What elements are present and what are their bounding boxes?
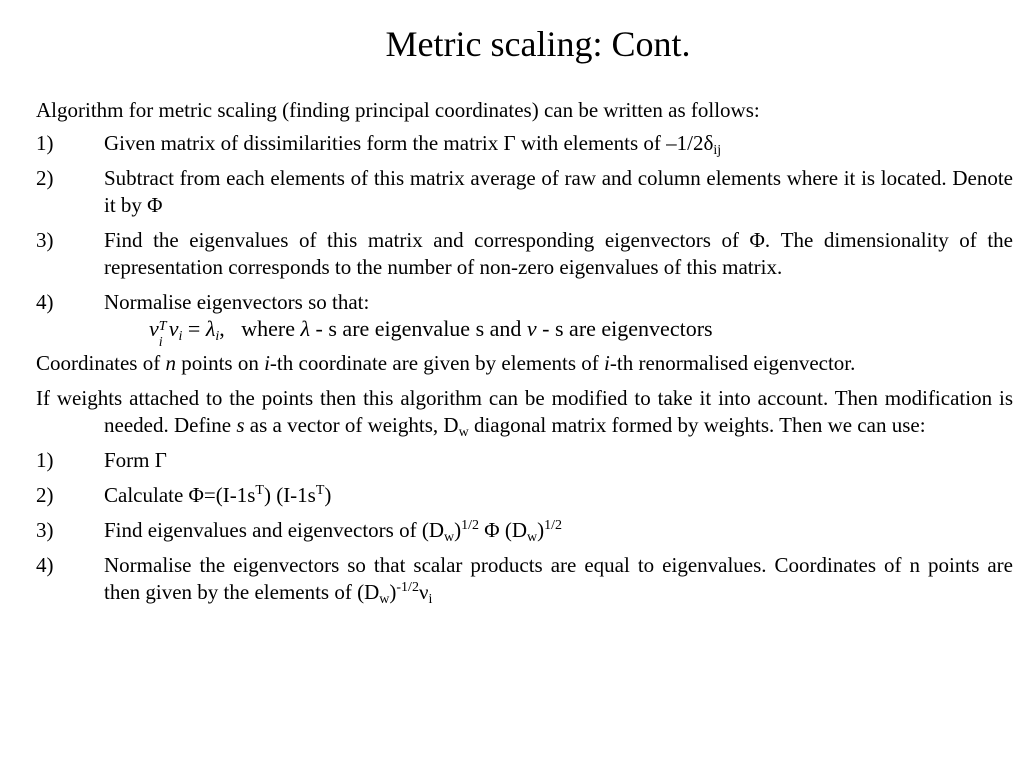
weights-paragraph bbox=[36, 385, 1013, 439]
step-text-3: ) bbox=[324, 483, 332, 507]
step-number: 1) bbox=[36, 448, 54, 472]
slide-title: Metric scaling: Cont. bbox=[385, 24, 691, 64]
formula-transpose: T bbox=[158, 319, 167, 334]
step-number: 2) bbox=[36, 483, 54, 507]
step-text: Normalise the eigenvectors so that scalar products are equal to eigenvalues. Coordinates of n points are then given by the elements of (D bbox=[104, 553, 1013, 604]
weights-w-subscript: w bbox=[458, 425, 469, 440]
formula-index: i bbox=[158, 335, 163, 350]
formula-sup-sub bbox=[158, 319, 169, 350]
transpose-sup-2: T bbox=[315, 483, 325, 498]
step-number: 3) bbox=[36, 518, 54, 542]
step-text: Calculate Φ=(I-1s bbox=[104, 483, 256, 507]
weights-text-2: as a vector of weights, D bbox=[249, 413, 459, 437]
coords-i-1: i bbox=[264, 351, 270, 375]
step-text-2: ) bbox=[454, 518, 462, 542]
step-a-4 bbox=[36, 289, 1013, 316]
formula-where: where bbox=[241, 316, 296, 341]
step-number: 3) bbox=[36, 228, 54, 252]
step-text-2: ) bbox=[389, 580, 397, 604]
coordinates-paragraph bbox=[36, 350, 1013, 377]
power-sup: -1/2 bbox=[396, 580, 419, 595]
formula-lambda-2: λ bbox=[300, 316, 311, 341]
i-subscript: i bbox=[428, 592, 433, 607]
step-text: Given matrix of dissimilarities form the matrix Γ with elements of –1/2δ bbox=[104, 131, 714, 155]
nu-symbol: ν bbox=[418, 580, 429, 604]
step-b-3 bbox=[36, 517, 1013, 544]
w-subscript-2: w bbox=[527, 530, 538, 545]
step-text: Normalise eigenvectors so that: bbox=[104, 290, 370, 314]
step-number: 2) bbox=[36, 166, 54, 190]
step-text: Form Γ bbox=[104, 448, 167, 472]
coords-text-2: points on bbox=[181, 351, 259, 375]
power-sup: 1/2 bbox=[461, 518, 479, 533]
formula-equals: = bbox=[187, 316, 201, 341]
coords-i-2: i bbox=[604, 351, 610, 375]
formula-end: - s are eigenvectors bbox=[542, 316, 713, 341]
formula-index-2: i bbox=[178, 329, 183, 344]
slide-body bbox=[36, 97, 1013, 614]
formula-nu: ν bbox=[149, 316, 159, 341]
step-a-3 bbox=[36, 227, 1013, 281]
step-a-2 bbox=[36, 165, 1013, 219]
formula-nu-2: ν bbox=[168, 316, 179, 341]
coords-n: n bbox=[165, 351, 176, 375]
weights-s: s bbox=[236, 413, 245, 437]
transpose-sup: T bbox=[255, 483, 264, 498]
step-text: Subtract from each elements of this matrix average of raw and column elements where it is located. Denote it by Φ bbox=[104, 166, 1013, 217]
step-text: Find the eigenvalues of this matrix and corresponding eigenvectors of Φ. The dimensionality of the representation corresponds to the number of non-zero eigenvalues of this matrix. bbox=[104, 228, 1013, 279]
step-b-4 bbox=[36, 552, 1013, 606]
step-text-2: ) (I-1s bbox=[263, 483, 316, 507]
power-sup-2: 1/2 bbox=[544, 518, 563, 533]
w-subscript: w bbox=[379, 592, 390, 607]
step-subscript: ij bbox=[713, 143, 722, 158]
normalisation-formula bbox=[36, 316, 1013, 350]
step-a-1 bbox=[36, 130, 1013, 157]
formula-nu-3: ν bbox=[526, 316, 537, 341]
coords-text-1: Coordinates of bbox=[36, 351, 161, 375]
formula-lambda: λ bbox=[205, 316, 216, 341]
step-number: 4) bbox=[36, 553, 54, 577]
formula-index-3: i bbox=[215, 329, 220, 344]
step-text-3: Φ (D bbox=[479, 518, 528, 542]
step-b-2 bbox=[36, 482, 1013, 509]
weights-text-3: diagonal matrix formed by weights. Then we can use: bbox=[473, 413, 926, 437]
formula-comma: , bbox=[219, 316, 225, 341]
weights-text-1: If weights attached to the points then this algorithm can be modified to take it into account. Then modification is needed. Define bbox=[36, 386, 1013, 437]
w-subscript: w bbox=[443, 530, 455, 545]
step-b-1 bbox=[36, 447, 1013, 474]
formula-mid: - s are eigenvalue s and bbox=[315, 316, 522, 341]
intro-paragraph: Algorithm for metric scaling (finding principal coordinates) can be written as follows: bbox=[36, 98, 760, 122]
coords-text-3: -th coordinate are given by elements of bbox=[269, 351, 599, 375]
step-number: 4) bbox=[36, 290, 54, 314]
step-number: 1) bbox=[36, 131, 54, 155]
step-text: Find eigenvalues and eigenvectors of (D bbox=[104, 518, 444, 542]
step-text-4: ) bbox=[537, 518, 545, 542]
coords-text-4: -th renormalised eigenvector. bbox=[609, 351, 856, 375]
